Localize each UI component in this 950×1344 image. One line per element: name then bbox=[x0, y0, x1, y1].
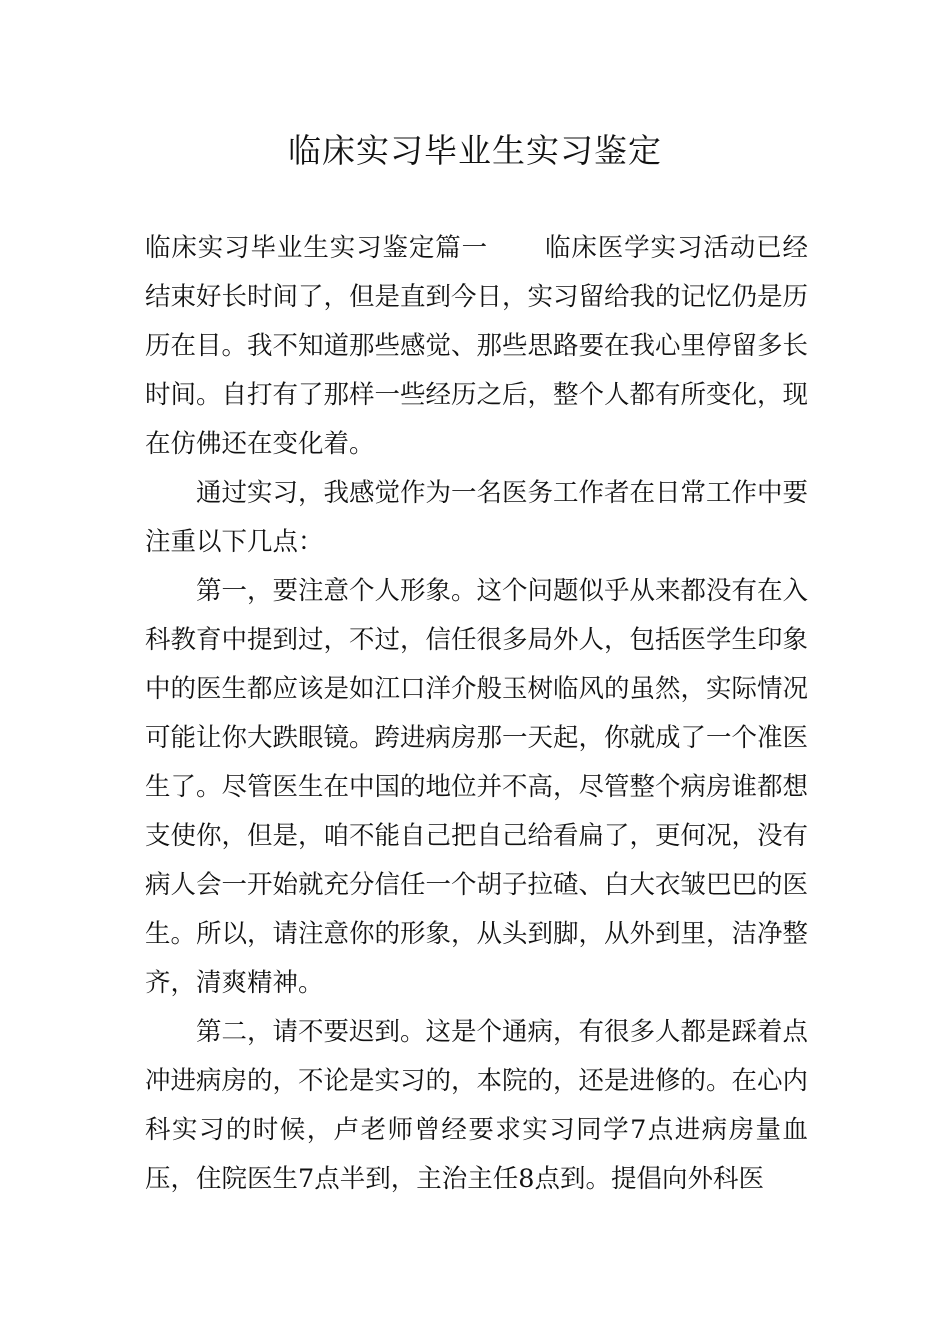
paragraph-1 bbox=[145, 224, 808, 469]
document-body bbox=[145, 224, 808, 1204]
document-title: 临床实习毕业生实习鉴定 bbox=[288, 131, 662, 170]
paragraph-3: 第一，要注意个人形象。这个问题似乎从来都没有在入科教育中提到过，不过，信任很多局外人，包括医学生印象中的医生都应该是如江口洋介般玉树临风的虽然，实际情况可能让你大跌眼镜。跨进病房那一天起，你就成了一个准医生了。尽管医生在中国的地位并不高，尽管整个病房谁都想支使你，但是，咱不能自己把自己给看扁了，更何况，没有病人会一开始就充分信任一个胡子拉碴、白大衣皱巴巴的医生。所以，请注意你的形象，从头到脚，从外到里，洁净整齐，清爽精神。 bbox=[145, 576, 809, 998]
paragraph-1-text: 临床医学实习活动已经结束好长时间了，但是直到今日，实习留给我的记忆仍是历历在目。我不知道那些感觉、那些思路要在我心里停留多长时间。自打有了那样一些经历之后，整个人都有所变化，现在仿佛还在变化着。 bbox=[145, 233, 809, 459]
paragraph-2: 通过实习，我感觉作为一名医务工作者在日常工作中要注重以下几点： bbox=[145, 478, 809, 557]
paragraph-4: 第二，请不要迟到。这是个通病，有很多人都是踩着点冲进病房的，不论是实习的，本院的，还是进修的。在心内科实习的时候，卢老师曾经要求实习同学7点进病房量血压，住院医生7点半到，主治主任8点到。提倡向外科医 bbox=[145, 1017, 809, 1194]
section-heading: 临床实习毕业生实习鉴定篇一 bbox=[145, 233, 489, 263]
